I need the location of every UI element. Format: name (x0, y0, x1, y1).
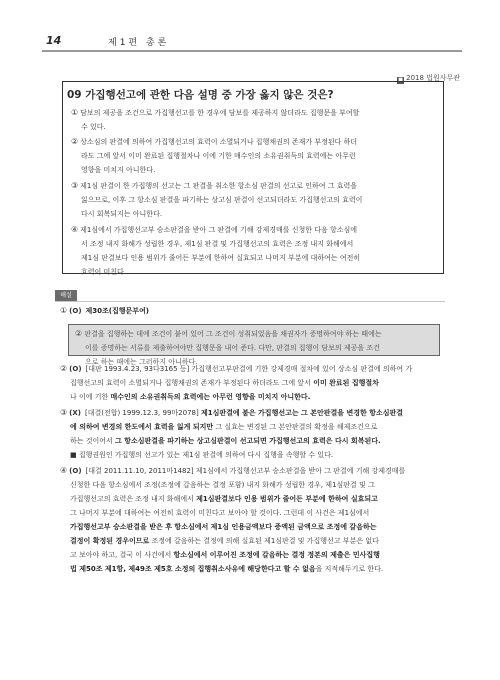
explanation-text: 신청한 다음 항소심에서 조정(조정에 갈음하는 결정 포함) 내지 화해가 성립한 경우, 제1심판결 및 그 (70, 481, 375, 489)
answer-number: ② (60, 364, 68, 373)
statute-heading: 제30조(집행문부여) (85, 307, 150, 315)
answer-item-2 (60, 362, 444, 404)
header-rule (42, 50, 462, 52)
answer-verdict: (O) (69, 467, 82, 475)
option-text: 다시 회복되지는 아니한다. (81, 210, 163, 218)
explanation-emphasis: 매수인의 소유권취득의 효력에는 아무런 영향을 미치지 아니한다. (110, 393, 311, 401)
explanation-emphasis: 에 의하여 변경의 한도에서 효력을 잃게 되지만 (70, 423, 214, 431)
statute-text: 이를 증명하는 서류를 제출하여야만 집행문을 내어 준다. 다만, 판결의 집행이 담보의 제공을 조건 (85, 344, 380, 352)
explanation-emphasis: 제1심판결보다 인용 범위가 줄어든 부분에 한하여 실효되고 (196, 495, 378, 503)
answer-number: ④ (60, 466, 68, 475)
explanation-text: 나 이에 기한 (70, 393, 109, 401)
explanation-emphasis: 제1심판결에 붙은 가집행선고는 그 본안판결을 변경한 항소심판결 (200, 409, 404, 417)
answer-verdict: (O) (69, 365, 82, 373)
option-text: 담보의 제공을 조건으로 가집행선고를 한 경우에 담보를 제공하지 않더라도 집행문을 부여할 (80, 109, 360, 117)
option-text: 제1심에서 가집행선고부 승소판결을 받아 그 판결에 기해 강제경매를 신청한 다음 항소심에 (80, 226, 358, 234)
question-box (62, 81, 444, 274)
explanation-text: 하는 것이어서 (70, 437, 113, 445)
answer-verdict: (X) (69, 409, 81, 417)
answer-rule (55, 301, 445, 302)
statute-text: 으로 하는 때에는 그러하지 아니하다. (85, 358, 198, 366)
answer-verdict: (O) (69, 307, 82, 315)
option-number: ③ (71, 181, 79, 190)
explanation-text: 집행선고의 효력이 소멸되거나 집행채권의 존재가 부정된다 하더라도 그에 앞서 (70, 379, 311, 387)
explanation-text: 을 지적해두기로 한다. (315, 565, 384, 573)
explanation-text: 그 나머지 부분에 대하여는 여전히 효력이 미친다고 보아야 할 것이다. 그런데 이 사건은 제1심에서 (70, 509, 370, 517)
option-text: 제1심 판결이 한 가집행의 선고는 그 판결을 취소한 항소심 판결의 선고로 인하여 그 효력을 (80, 182, 357, 190)
explanation-text: 그 실효는 변경된 그 본안판결의 확정을 해제조건으로 (215, 423, 378, 431)
answer-number: ③ (60, 408, 68, 417)
answer-item-4 (60, 464, 444, 576)
answer-number: ① (60, 306, 68, 315)
clause-number: ② (75, 329, 83, 338)
explanation-text: [대판 1993.4.23, 93다3165 등] 가집행선고부판결에 기한 강제경매 절차에 있어 상소심 판결에 의하여 가 (85, 365, 413, 373)
explanation-emphasis: 가집행선고부 승소판결을 받은 후 항소심에서 제1심 인용금액보다 증액된 금액으로 조정에 갈음하는 (70, 523, 377, 531)
badge-icon: ■ (398, 77, 403, 83)
option-text: 서 조정 내지 화해가 성립한 경우, 제1심 판결 및 가집행선고의 효력은 조정 내지 화해에서 (81, 240, 354, 248)
explanation-emphasis: 이미 완료된 집행절차 (313, 379, 379, 387)
question-title: 09 가집행선고에 관한 다음 설명 중 가장 옳지 않은 것은? (67, 89, 334, 101)
explanation-text: [대결(전합) 1999.12.3, 99마2078] (84, 409, 199, 417)
explanation-text: 고 보아야 하고, 결국 이 사건에서 (70, 551, 172, 559)
explanation-emphasis: 법 제50조 제1항, 제49조 제5호 소정의 집행취소사유에 해당한다고 할 수 없음 (70, 565, 316, 573)
explanation-text: [대결 2011.11.10, 2011마1482] 제1심에서 가집행선고부 승소판결을 받아 그 판결에 기해 강제경매를 (85, 467, 406, 475)
explanation-emphasis: 그 항소심판결을 파기하는 상고심판결이 선고되면 가집행선고의 효력은 다시 회복된다. (115, 437, 381, 445)
explanation-note: ■ 집행권원인 가집행의 선고가 있는 제1심 판결에 의하여 다시 집행을 속행할 수 있다. (70, 451, 334, 459)
option-number: ① (71, 108, 79, 117)
explanation-text: 가집행선고의 효력은 조정 내지 화해에서 (70, 495, 194, 503)
option-text: 수 있다. (81, 123, 106, 131)
option-text: 효력이 미친다. (81, 268, 127, 276)
option-text: 영향을 미치지 아니한다. (81, 166, 156, 174)
chapter-title: 제1편 총론 (108, 38, 170, 48)
page-number: 14 (46, 34, 62, 47)
answer-tag: 해설 (55, 290, 77, 301)
answer-item-1 (60, 304, 444, 318)
option-text: 라도 그에 앞서 이미 완료된 집행절차나 이에 기한 매수인의 소유권취득의 효력에는 아무런 (81, 152, 356, 160)
option-text: 상소심의 판결에 의하여 가집행선고의 효력이 소멸되거나 집행채권의 존재가 부정된다 하더 (80, 138, 358, 146)
exam-source-label: 2018 법원사무관 (406, 74, 460, 82)
statute-text: 판결을 집행하는 데에 조건이 붙어 있어 그 조건이 성취되었음을 채권자가 증명하여야 하는 때에는 (84, 330, 382, 338)
option-number: ④ (71, 225, 79, 234)
option-text: 제1심 판결보다 인용 범위가 줄어든 부분에 한하여 실효되고 나머지 부분에 대하여는 여전히 (81, 254, 361, 262)
option-4 (71, 223, 437, 279)
option-1 (71, 106, 437, 134)
page-header (42, 24, 462, 54)
option-2 (71, 135, 437, 177)
option-number: ② (71, 137, 79, 146)
explanation-text: 조정에 갈음하는 결정에 의해 실효된 제1심판결 및 가집행선고 부분은 없다 (151, 537, 379, 545)
option-text: 잃으므로, 이후 그 항소심 판결을 파기하는 상고심 판결이 선고되더라도 가집행선고의 효력이 (81, 196, 363, 204)
explanation-emphasis: 항소심에서 이루어진 조정에 갈음하는 결정 정본의 제출은 민사집행 (173, 551, 380, 559)
answer-item-3 (60, 406, 444, 462)
explanation-emphasis: 결정이 확정된 경우이므로 (70, 537, 150, 545)
option-3 (71, 179, 437, 221)
statute-quote-box (68, 324, 440, 366)
